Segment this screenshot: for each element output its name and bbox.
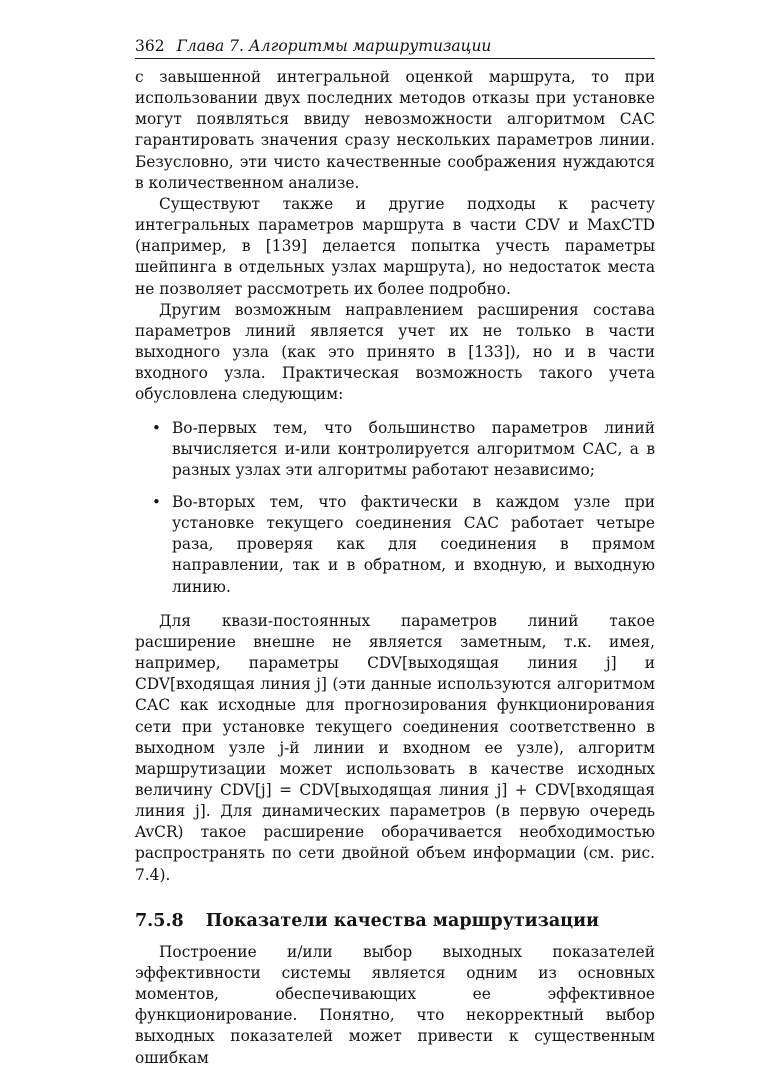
- section-title: Показатели качества маршрутизации: [205, 910, 600, 931]
- section-number: 7.5.8: [135, 910, 184, 931]
- page-number: 362: [135, 37, 165, 55]
- list-item: [152, 418, 655, 481]
- list-item: [152, 492, 655, 598]
- paragraph: Для квази-постоянных параметров линий такое расширение внешне не является заметным, т.к. имея, например, параметры CDV[выходящая линия j] и CDV[входящая линия j] (эти данные используются алгоритмом САС как исходные для прогнозирования функционирования сети при установке текущего соединения соответственно в выходном узле j-й линии и входном ее узле), алгоритм маршрутизации может использовать в качестве исходных величину CDV[j] = CDV[выходящая линия j] + CDV[входящая линия j]. Для динамических параметров (в первую очередь AvCR) такое расширение оборачивается необходимостью распространять по сети двойной объем информации (см. рис. 7.4).: [135, 611, 655, 884]
- list-item-text: Во-вторых тем, что фактически в каждом узле при установке текущего соединения САС работает четыре раза, проверяя как для соединения в прямом направлении, так и в обратном, и входную, и выходную линию.: [172, 492, 655, 596]
- paragraph: Существуют также и другие подходы к расчету интегральных параметров маршрута в части CDV и MaxCTD (например, в [139] делается попытка учесть параметры шейпинга в отдельных узлах маршрута), но недостаток места не позволяет рассмотреть их более подробно.: [135, 194, 655, 298]
- bullet-list: [135, 418, 655, 598]
- paragraph: Другим возможным направлением расширения состава параметров линий является учет их не только в части выходного узла (как это принято в [133]), но и в части входного узла. Практическая возможность такого учета обусловлена следующим:: [135, 300, 655, 404]
- section-heading: [135, 910, 655, 932]
- chapter-title: Глава 7. Алгоритмы маршрутизации: [176, 37, 492, 55]
- body-text: [135, 67, 655, 1069]
- bullet-icon: •: [152, 492, 161, 511]
- running-header: [135, 36, 655, 59]
- bullet-icon: •: [152, 418, 161, 437]
- paragraph: с завышенной интегральной оценкой маршрута, то при использовании двух последних методов отказы при установке могут появляться ввиду невозможности алгоритмом САС гарантировать значения сразу нескольких параметров линии. Безусловно, эти чисто качественные соображения нуждаются в количественном анализе.: [135, 68, 655, 192]
- paragraph: Построение и/или выбор выходных показателей эффективности системы является одним из основных моментов, обеспечивающих ее эффективное функционирование. Понятно, что некорректный выбор выходных показателей может привести к существенным ошибкам: [135, 942, 655, 1067]
- list-item-text: Во-первых тем, что большинство параметров линий вычисляется и-или контролируется алгоритмом САС, а в разных узлах эти алгоритмы работают независимо;: [172, 418, 655, 479]
